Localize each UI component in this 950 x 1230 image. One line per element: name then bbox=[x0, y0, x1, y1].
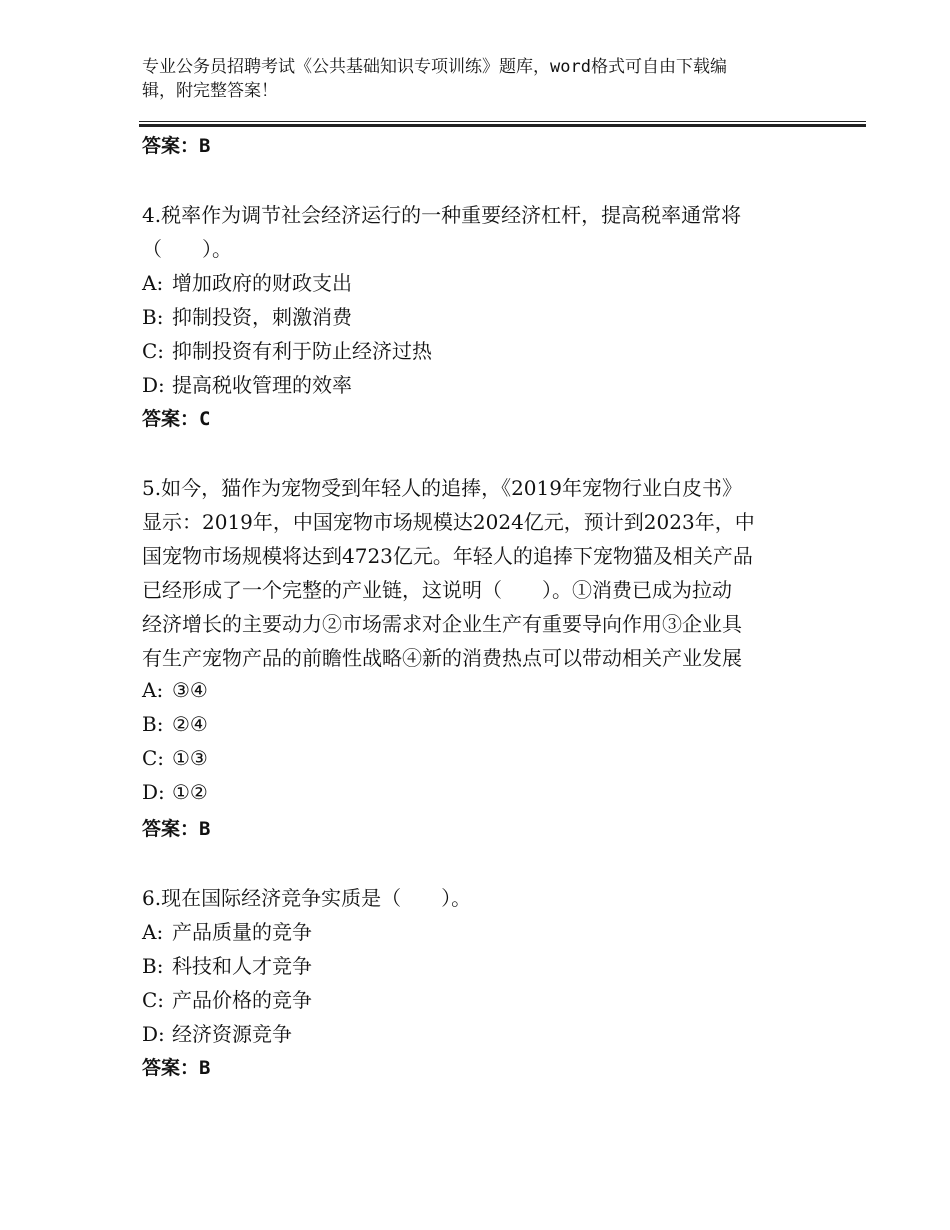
header-divider-thick bbox=[139, 124, 866, 127]
option-d bbox=[142, 780, 208, 804]
option-b bbox=[142, 301, 352, 330]
answer-label: 答案：C bbox=[142, 408, 211, 430]
page-header bbox=[142, 55, 822, 103]
option-text: 产品价格的竞争 bbox=[172, 988, 312, 1012]
option-text: ②④ bbox=[172, 712, 208, 736]
option-text: 产品质量的竞争 bbox=[172, 920, 312, 944]
option-text: 经济资源竞争 bbox=[172, 1022, 292, 1046]
question-text: 4.税率作为调节社会经济运行的一种重要经济杠杆，提高税率通常将 bbox=[142, 203, 742, 227]
option-letter: B: bbox=[142, 712, 164, 736]
option-text: ①③ bbox=[172, 746, 208, 770]
question-text: 经济增长的主要动力②市场需求对企业生产有重要导向作用③企业具 bbox=[142, 612, 742, 636]
option-d bbox=[142, 1018, 292, 1047]
option-text: 抑制投资，刺激消费 bbox=[172, 305, 352, 329]
option-letter: A: bbox=[142, 678, 164, 702]
option-c bbox=[142, 335, 432, 364]
option-text: 科技和人才竞争 bbox=[172, 954, 312, 978]
option-a bbox=[142, 267, 352, 296]
option-letter: B: bbox=[142, 305, 164, 329]
answer-label: 答案：B bbox=[142, 1057, 211, 1079]
option-b bbox=[142, 950, 312, 979]
option-letter: D: bbox=[142, 373, 165, 397]
option-text: 增加政府的财政支出 bbox=[172, 271, 352, 295]
option-letter: A: bbox=[142, 920, 164, 944]
answer-label: 答案：B bbox=[142, 135, 211, 157]
option-a bbox=[142, 916, 312, 945]
option-letter: A: bbox=[142, 271, 164, 295]
option-a bbox=[142, 678, 208, 702]
option-letter: C: bbox=[142, 339, 165, 363]
option-letter: B: bbox=[142, 954, 164, 978]
question-text: 显示：2019年，中国宠物市场规模达2024亿元，预计到2023年，中 bbox=[142, 510, 755, 534]
option-letter: C: bbox=[142, 746, 165, 770]
option-c bbox=[142, 746, 208, 770]
option-text: 抑制投资有利于防止经济过热 bbox=[172, 339, 432, 363]
option-d bbox=[142, 369, 352, 398]
option-c bbox=[142, 984, 312, 1013]
option-text: ①② bbox=[172, 780, 208, 804]
option-letter: D: bbox=[142, 780, 165, 804]
option-letter: C: bbox=[142, 988, 165, 1012]
header-divider-thin bbox=[139, 121, 866, 122]
question-text: 6.现在国际经济竞争实质是（ ）。 bbox=[142, 886, 472, 910]
option-text: ③④ bbox=[172, 678, 208, 702]
answer-label: 答案：B bbox=[142, 818, 211, 840]
option-text: 提高税收管理的效率 bbox=[172, 373, 352, 397]
question-text: 国宠物市场规模将达到4723亿元。年轻人的追捧下宠物猫及相关产品 bbox=[142, 544, 753, 568]
option-b bbox=[142, 712, 208, 736]
question-text: 已经形成了一个完整的产业链，这说明（ ）。①消费已成为拉动 bbox=[142, 578, 732, 602]
question-text: 有生产宠物产品的前瞻性战略④新的消费热点可以带动相关产业发展 bbox=[142, 646, 742, 670]
option-letter: D: bbox=[142, 1022, 165, 1046]
question-text: （ ）。 bbox=[142, 237, 232, 261]
question-text: 5.如今，猫作为宠物受到年轻人的追捧，《2019年宠物行业白皮书》 bbox=[142, 476, 742, 500]
header-line: 辑，附完整答案！ bbox=[142, 81, 278, 101]
header-line: 专业公务员招聘考试《公共基础知识专项训练》题库，word格式可自由下载编 bbox=[142, 57, 727, 77]
